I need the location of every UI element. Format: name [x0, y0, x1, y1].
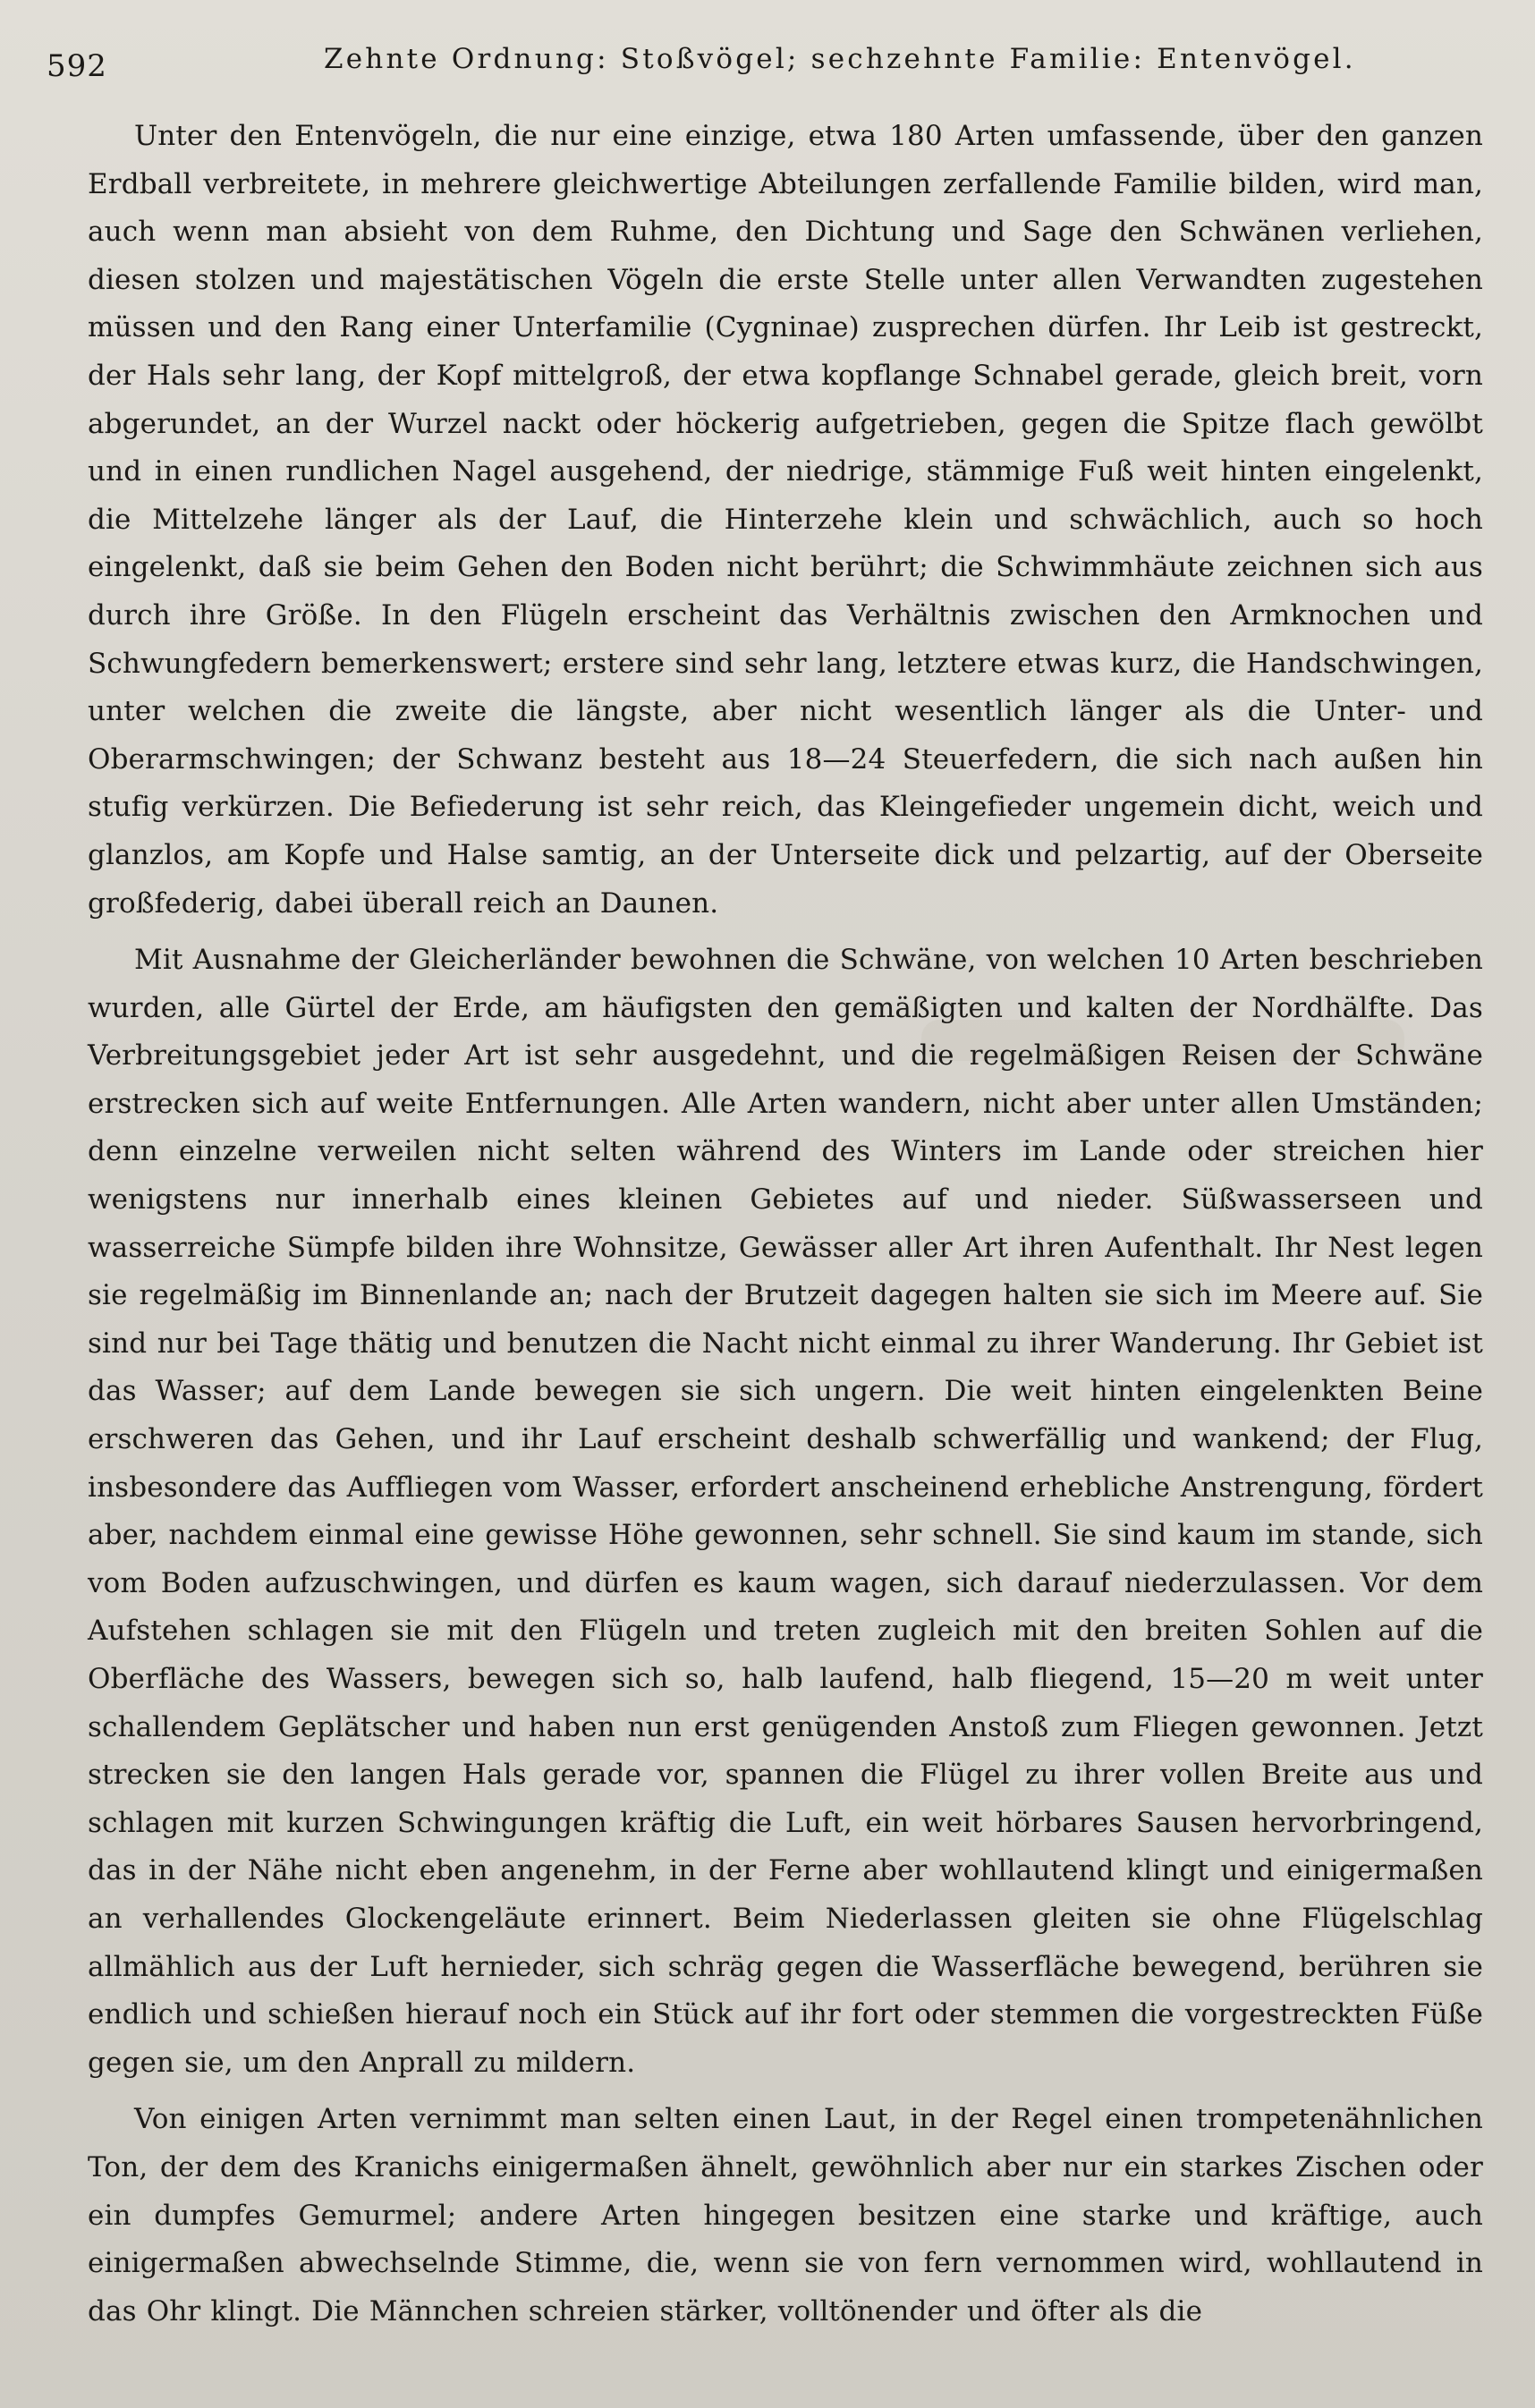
paragraph-swan-voice: Von einigen Arten vernimmt man selten einen Laut, in der Regel einen trompetenähnlichen Ton, der dem des Kranichs einigermaßen ähnelt, gewöhnlich aber nur ein starkes Zischen oder ein dumpfes Gemurmel; andere Arten hingegen besitzen eine starke und kräftige, auch einigermaßen abwechselnde Stimme, die, wenn sie von fern vernommen wird, wohllautend in das Ohr klingt. Die Männchen schreien stärker, volltönender und öfter als die: [88, 2103, 1483, 2327]
paragraph-swan-distribution: Mit Ausnahme der Gleicherländer bewohnen die Schwäne, von welchen 10 Arten beschrieben wurden, alle Gürtel der Erde, am häufigsten den gemäßigten und kalten der Nordhälfte. Das Verbreitungsgebiet jeder Art ist sehr ausgedehnt, und die regelmäßigen Reisen der Schwäne erstrecken sich auf weite Entfernungen. Alle Arten wandern, nicht aber unter allen Umständen; denn einzelne verweilen nicht selten während des Winters im Lande oder streichen hier wenigstens nur innerhalb eines kleinen Gebietes auf und nieder. Süßwasserseen und wasserreiche Sümpfe bilden ihre Wohnsitze, Gewässer aller Art ihren Aufenthalt. Ihr Nest legen sie regelmäßig im Binnenlande an; nach der Brutzeit dagegen halten sie sich im Meere auf. Sie sind nur bei Tage thätig und benutzen die Nacht nicht einmal zu ihrer Wanderung. Ihr Gebiet ist das Wasser; auf dem Lande bewegen sie sich ungern. Die weit hinten eingelenkten Beine erschweren das Gehen, und ihr Lauf erscheint deshalb schwerfällig und wankend; der Flug, insbesondere das Auffliegen vom Wasser, erfordert anscheinend erhebliche Anstrengung, fördert aber, nachdem einmal eine gewisse Höhe gewonnen, sehr schnell. Sie sind kaum im stande, sich vom Boden aufzuschwingen, und dürfen es kaum wagen, sich darauf niederzulassen. Vor dem Aufstehen schlagen sie mit den Flügeln und treten zugleich mit den breiten Sohlen auf die Oberfläche des Wassers, bewegen sich so, halb laufend, halb fliegend, 15—20 m weit unter schallendem Geplätscher und haben nun erst genügenden Anstoß zum Fliegen gewonnen. Jetzt strecken sie den langen Hals gerade vor, spannen die Flügel zu ihrer vollen Breite aus und schlagen mit kurzen Schwingungen kräftig die Luft, ein weit hörbares Sausen hervorbringend, das in der Nähe nicht eben angenehm, in der Ferne aber wohllautend klingt und einigermaßen an verhallendes Glockengeläute erinnert. Beim Niederlassen gleiten sie ohne Flügelschlag allmählich aus der Luft hernieder, sich schräg gegen die Wasserfläche bewegend, berühren sie endlich und schießen hierauf noch ein Stück auf ihr fort oder stemmen die vorgestreckten Füße gegen sie, um den Anprall zu mildern.: [88, 944, 1483, 2079]
page-number: 592: [47, 48, 107, 84]
running-head: Zehnte Ordnung: Stoßvögel; sechzehnte Familie: Entenvögel.: [324, 43, 1356, 75]
page-header: [47, 32, 1478, 86]
text-body: [88, 113, 1483, 2336]
paragraph-swan-anatomy: Unter den Entenvögeln, die nur eine einzige, etwa 180 Arten umfassende, über den ganzen Erdball verbreitete, in mehrere gleichwertige Abteilungen zerfallende Familie bilden, wird man, auch wenn man absieht von dem Ruhme, den Dichtung und Sage den Schwänen verliehen, diesen stolzen und majestätischen Vögeln die erste Stelle unter allen Verwandten zugestehen müssen und den Rang einer Unterfamilie (Cygninae) zusprechen dürfen. Ihr Leib ist gestreckt, der Hals sehr lang, der Kopf mittelgroß, der etwa kopflange Schnabel gerade, gleich breit, vorn abgerundet, an der Wurzel nackt oder höckerig aufgetrieben, gegen die Spitze flach gewölbt und in einen rundlichen Nagel ausgehend, der niedrige, stämmige Fuß weit hinten eingelenkt, die Mittelzehe länger als der Lauf, die Hinterzehe klein und schwächlich, auch so hoch eingelenkt, daß sie beim Gehen den Boden nicht berührt; die Schwimmhäute zeichnen sich aus durch ihre Größe. In den Flügeln erscheint das Verhältnis zwischen den Armknochen und Schwungfedern bemerkenswert; erstere sind sehr lang, letztere etwas kurz, die Handschwingen, unter welchen die zweite die längste, aber nicht wesentlich länger als die Unter- und Oberarmschwingen; der Schwanz besteht aus 18—24 Steuerfedern, die sich nach außen hin stufig verkürzen. Die Befiederung ist sehr reich, das Kleingefieder ungemein dicht, weich und glanzlos, am Kopfe und Halse samtig, an der Unterseite dick und pelzartig, auf der Oberseite großfederig, dabei überall reich an Daunen.: [88, 120, 1483, 920]
